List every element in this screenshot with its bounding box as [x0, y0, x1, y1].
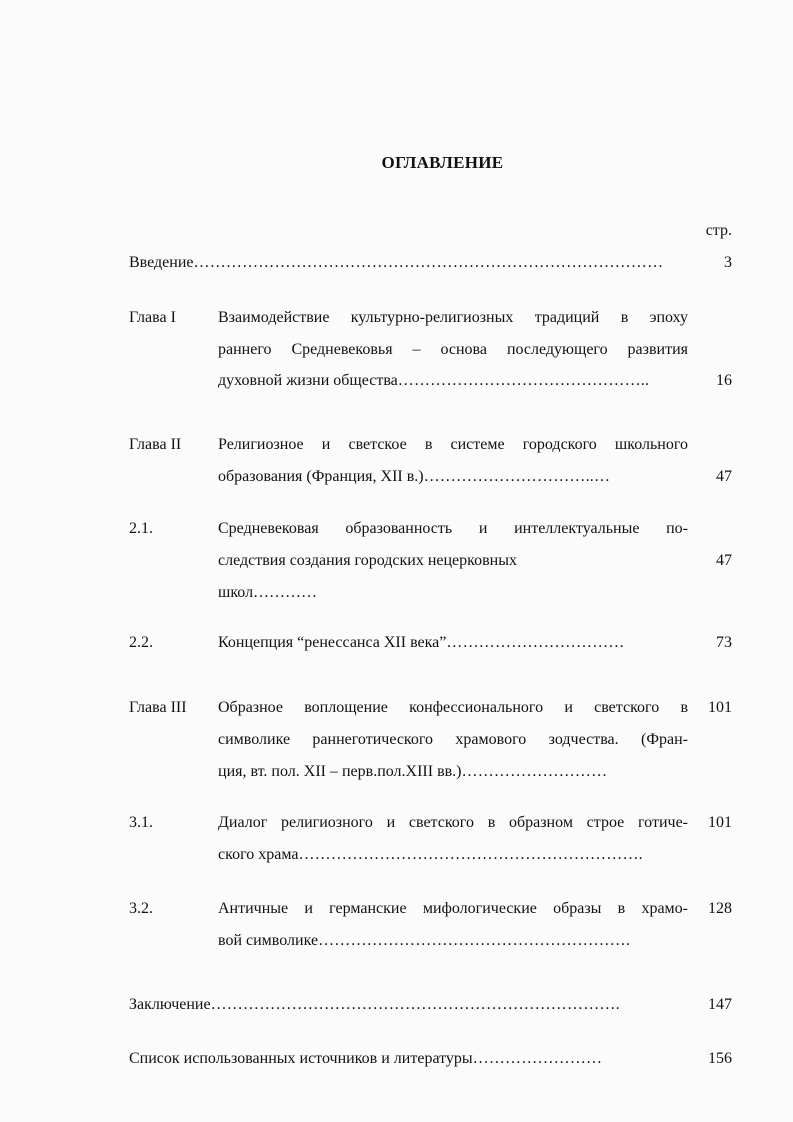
toc-section-3-2-text: вой символике	[218, 932, 319, 949]
toc-section-3-1-line-1[interactable]: Диалог религиозного и светского в образном строе готиче-	[218, 814, 688, 831]
leader-dots: …………………………..…	[423, 468, 611, 485]
leader-dots: ………………………………………………….	[318, 932, 631, 949]
toc-chapter-3-line-1[interactable]: Образное воплощение конфессионального и светского в	[218, 699, 688, 716]
toc-section-3-2-line-1[interactable]: Античные и германские мифологические образы в храмо-	[218, 900, 688, 917]
leader-dots: ………………………………………………………………….	[210, 996, 620, 1013]
toc-conclusion-text: Заключение	[129, 996, 211, 1013]
toc-intro-page: 3	[724, 254, 732, 271]
toc-section-2-1-label: 2.1.	[129, 520, 153, 537]
toc-chapter-1-page: 16	[716, 372, 732, 389]
toc-sources[interactable]	[129, 1049, 602, 1069]
toc-section-3-2-page: 128	[708, 900, 732, 917]
toc-chapter-2-text: образования (Франция, XII в.)	[218, 468, 424, 485]
toc-chapter-1-label: Глава I	[129, 309, 176, 326]
toc-section-3-1-label: 3.1.	[129, 814, 153, 831]
toc-chapter-3-text: ция, вт. пол. XII – перв.пол.XIII вв.)	[218, 763, 462, 780]
leader-dots: ……………………………	[446, 634, 625, 651]
toc-chapter-3-page: 101	[708, 699, 732, 716]
toc-chapter-3-label: Глава III	[129, 699, 187, 716]
toc-section-2-1-page: 47	[716, 552, 732, 569]
toc-section-3-1-text: ского храма	[218, 846, 299, 863]
toc-chapter-3-line-2[interactable]: символике раннеготического храмового зодчества. (Фран-	[218, 731, 688, 748]
toc-sources-text: Список использованных источников и литературы	[129, 1050, 473, 1067]
toc-chapter-1-text: духовной жизни общества	[218, 372, 398, 389]
toc-chapter-2-line-1[interactable]: Религиозное и светское в системе городского школьного	[218, 436, 688, 453]
leader-dots: ……………………………………………………….	[298, 846, 643, 863]
toc-section-2-1-line-3[interactable]: школ…………	[218, 584, 318, 601]
toc-intro-text: Введение	[129, 254, 194, 271]
toc-conclusion[interactable]	[129, 995, 620, 1015]
toc-section-2-2-page: 73	[716, 634, 732, 651]
page-title: ОГЛАВЛЕНИЕ	[381, 153, 504, 172]
page-column-header: стр.	[705, 222, 732, 239]
toc-section-3-2-line-2[interactable]	[218, 931, 688, 951]
toc-section-2-2-line[interactable]	[218, 633, 688, 653]
toc-sources-page: 156	[708, 1050, 732, 1067]
toc-chapter-2-label: Глава II	[129, 436, 182, 453]
toc-conclusion-page: 147	[708, 996, 732, 1013]
toc-section-3-1-line-2[interactable]	[218, 845, 688, 865]
toc-section-3-1-page: 101	[708, 814, 732, 831]
toc-section-3-2-label: 3.2.	[129, 900, 153, 917]
toc-section-2-2-label: 2.2.	[129, 634, 153, 651]
toc-section-2-2-text: Концепция “ренессанса XII века”	[218, 634, 447, 651]
toc-chapter-2-line-2[interactable]	[218, 467, 688, 487]
leader-dots: ……………………	[472, 1050, 603, 1067]
leader-dots: ……………………………………………………………………………	[193, 254, 664, 271]
toc-chapter-3-line-3[interactable]	[218, 762, 688, 782]
toc-section-2-1-line-1[interactable]: Средневековая образованность и интеллектуальные по-	[218, 520, 688, 537]
toc-chapter-2-page: 47	[716, 468, 732, 485]
toc-section-2-1-line-2[interactable]: следствия создания городских нецерковных	[218, 552, 517, 569]
leader-dots: ………………………	[461, 763, 608, 780]
leader-dots: ………………………………………..	[397, 372, 650, 389]
toc-intro[interactable]	[129, 253, 663, 273]
toc-chapter-1-line-2[interactable]: раннего Средневековья – основа последующего развития	[218, 341, 688, 358]
toc-chapter-1-line-3[interactable]	[218, 371, 688, 391]
toc-chapter-1-line-1[interactable]: Взаимодействие культурно-религиозных традиций в эпоху	[218, 309, 688, 326]
